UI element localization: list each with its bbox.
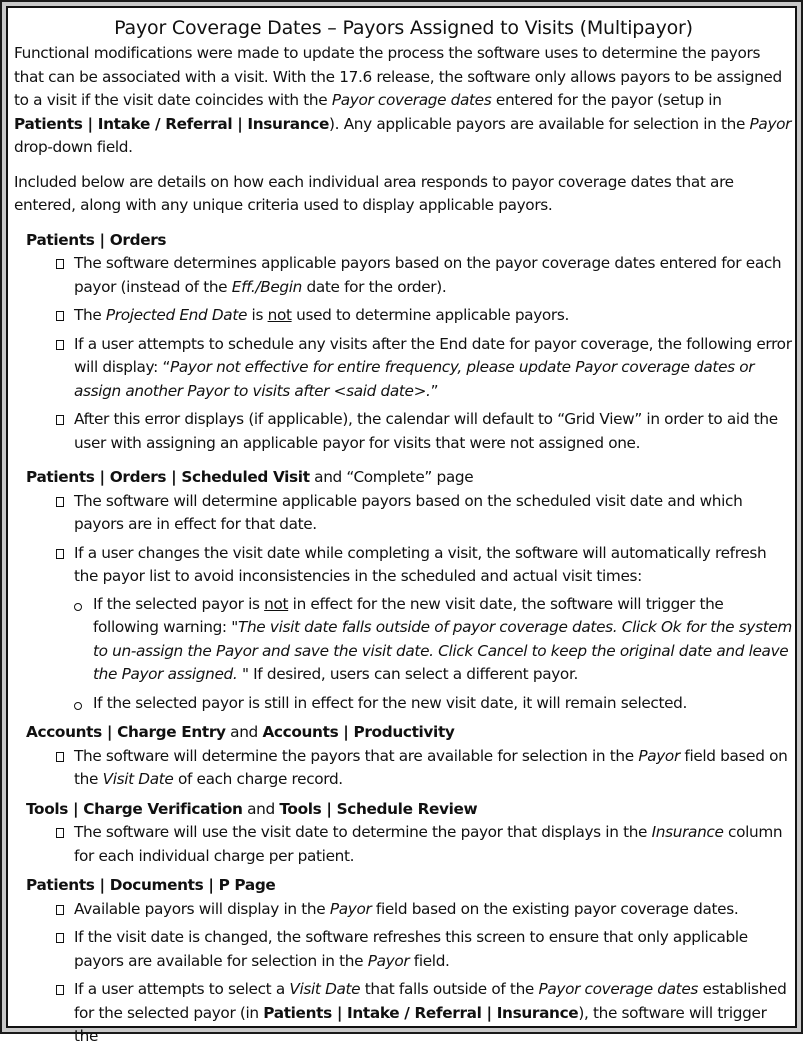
- bullet-list: [26, 821, 793, 868]
- list-item: If a user attempts to schedule any visits after the End date for payor coverage, the following error will display: “Payor not effective for entire frequency, please update Payor coverage dates or assign another Payor to visits after <said date>.”: [56, 333, 793, 404]
- text-run: Functional modifications were made to update the process the software uses to determine the payors that can be associated with a visit. With the 17.6 release, the software only allows payors to be assigned to a visit if the visit date coincides with the: [14, 44, 782, 109]
- bullet-list: [26, 252, 793, 455]
- section-heading: Patients | Orders | Scheduled Visit and “Complete” page: [26, 468, 474, 486]
- sub-bullet-list: [26, 593, 793, 716]
- section-heading: Patients | Documents | P Page: [26, 876, 276, 894]
- sub-list-item: If the selected payor is not in effect for the new visit date, the software will trigger the following warning: "The visit date falls outside of payor coverage dates. Click Ok for the system to un-assign the Payor and save the visit date. Click Cancel to keep the original date and leave the Payor assigned. " If desired, users can select a different payor.: [74, 593, 793, 687]
- list-item: After this error displays (if applicable), the calendar will default to “Grid View” in order to aid the user with assigning an applicable payor for visits that were not assigned one.: [56, 408, 793, 455]
- field-name-payor-coverage-dates: Payor coverage dates: [331, 91, 492, 109]
- list-item: The software will determine applicable payors based on the scheduled visit date and which payors are in effect for that date.: [56, 490, 793, 537]
- warning-message-text: The visit date falls outside of payor coverage dates. Click Ok for the system to un-assign the Payor and save the visit date. Click Cancel to keep the original date and leave the Payor assigned.: [93, 618, 792, 683]
- menu-path-intake-insurance: Patients | Intake / Referral | Insurance: [14, 114, 330, 133]
- section-patients-documents: [26, 874, 793, 1049]
- list-item: If a user changes the visit date while completing a visit, the software will automatically refresh the payor list to avoid inconsistencies in the scheduled and actual visit times: If the selected payor is not in effect for the new visit date, the software will trigger the following warning: "The visit date falls outside of payor coverage dates. Click Ok for the system to un-assign the Payor and save the visit date. Click Cancel to keep the original date and leave the Payor assigned. " If desired, users can select a different payor. If the selected payor is still in effect for the new visit date, it will remain selected.: [56, 542, 793, 716]
- list-item: The software will determine the payors that are available for selection in the Payor field based on the Visit Date of each charge record.: [56, 745, 793, 792]
- bullet-list: [26, 490, 793, 716]
- section-heading: Tools | Charge Verification and Tools | Schedule Review: [26, 799, 478, 818]
- list-item: If a user attempts to select a Visit Date that falls outside of the Payor coverage dates established for the selected payor (in Patients | Intake / Referral | Insurance), the software will trigger the: [56, 978, 793, 1049]
- list-item: The Projected End Date is not used to determine applicable payors.: [56, 304, 793, 328]
- bullet-list: [26, 898, 793, 1049]
- document-body: [14, 14, 793, 1054]
- bullet-list: [26, 745, 793, 792]
- list-item: The software determines applicable payors based on the payor coverage dates entered for each payor (instead of the Eff./Begin date for the order).: [56, 252, 793, 299]
- section-tools: [26, 798, 793, 869]
- section-patients-orders: [26, 229, 793, 456]
- section-accounts: [26, 721, 793, 792]
- list-item: Available payors will display in the Payor field based on the existing payor coverage dates.: [56, 898, 793, 922]
- section-heading: Accounts | Charge Entry and Accounts | Productivity: [26, 723, 455, 741]
- section-scheduled-visit: [26, 466, 793, 715]
- error-message-text: Payor not effective for entire frequency, please update Payor coverage dates or assign another Payor to visits after <said date>.: [74, 358, 755, 400]
- intro-paragraph: [14, 42, 793, 160]
- text-run: ). Any applicable payors are available for selection in the: [329, 114, 750, 133]
- field-name-payor: Payor: [749, 114, 792, 133]
- section-heading: Patients | Orders: [26, 230, 167, 249]
- text-run: drop-down field.: [14, 138, 133, 156]
- list-item: The software will use the visit date to determine the payor that displays in the Insurance column for each individual charge per patient.: [56, 821, 793, 868]
- intro-paragraph-2: Included below are details on how each individual area responds to payor coverage dates that are entered, along with any unique criteria used to display applicable payors.: [14, 172, 734, 214]
- list-item: If the visit date is changed, the software refreshes this screen to ensure that only applicable payors are available for selection in the Payor field.: [56, 926, 793, 973]
- sub-list-item: If the selected payor is still in effect for the new visit date, it will remain selected.: [74, 692, 793, 716]
- page-title: Payor Coverage Dates – Payors Assigned to Visits (Multipayor): [114, 17, 693, 39]
- text-run: entered for the payor (setup in: [491, 91, 722, 109]
